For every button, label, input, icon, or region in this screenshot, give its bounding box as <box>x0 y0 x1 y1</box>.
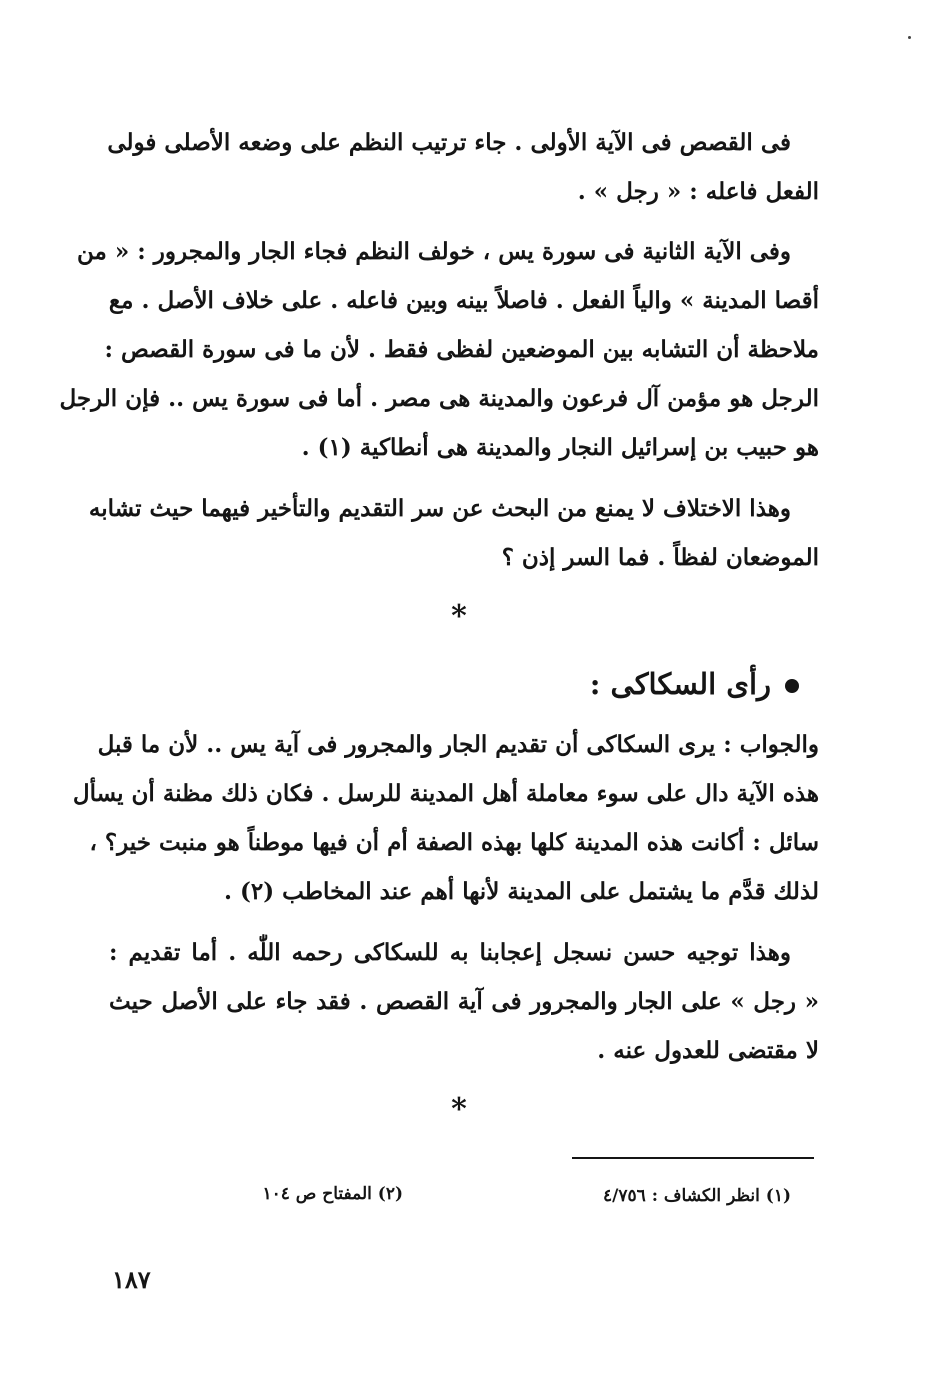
paragraph-4-line-2: هذه الآية دال على سوء معاملة أهل المدينة للرسل . فكان ذلك مظنة أن يسأل <box>72 780 819 807</box>
paragraph-5-line-2: « رجل » على الجار والمجرور فى آية القصص . فقد جاء على الأصل حيث <box>109 988 819 1015</box>
paragraph-5-line-3: لا مقتضى للعدول عنه . <box>597 1037 819 1064</box>
section-separator-asterisk: * <box>451 599 467 634</box>
section-heading <box>590 666 799 702</box>
paragraph-5-line-1: وهذا توجيه حسن نسجل إعجابنا به للسكاكى رحمه اللّٰه . أما تقديم : <box>109 939 791 966</box>
page-number: ١٨٧ <box>112 1265 151 1294</box>
paragraph-3-line-2: الموضعان لفظاً . فما السر إذن ؟ <box>501 544 819 571</box>
paragraph-3-line-1: وهذا الاختلاف لا يمنع من البحث عن سر التقديم والتأخير فيهما حيث تشابه <box>88 495 791 522</box>
paragraph-4-line-3: سائل : أكانت هذه المدينة كلها بهذه الصفة أم أن فيها موطناً هو منبت خير؟ ، <box>89 829 819 856</box>
paragraph-2-line-4: الرجل هو مؤمن آل فرعون والمدينة هى مصر . أما فى سورة يس .. فإن الرجل <box>59 385 819 412</box>
paragraph-1-line-2: الفعل فاعله : « رجل » . <box>577 178 819 205</box>
footnote-divider <box>572 1157 814 1159</box>
paragraph-2-line-2: أقصا المدينة » والياً الفعل . فاصلاً بينه وبين فاعله . على خلاف الأصل . مع <box>108 287 819 314</box>
footnote-1: (١) انظر الكشاف : ٤/٧٥٦ <box>603 1186 791 1206</box>
paragraph-4-line-1: والجواب : يرى السكاكى أن تقديم الجار والمجرور فى آية يس .. لأن ما قبل <box>97 731 819 758</box>
footnote-2: (٢) المفتاح ص ١٠٤ <box>262 1184 403 1204</box>
paragraph-1-line-1: فى القصص فى الآية الأولى . جاء ترتيب النظم على وضعه الأصلى فولى <box>107 129 791 156</box>
scan-speck <box>908 36 911 39</box>
paragraph-2-line-1: وفى الآية الثانية فى سورة يس ، خولف النظم فجاء الجار والمجرور : « من <box>77 238 791 265</box>
paragraph-2-line-5: هو حبيب بن إسرائيل النجار والمدينة هى أنطاكية (١) . <box>301 434 819 461</box>
section-heading-text: رأى السكاكى : <box>589 667 771 701</box>
paragraph-4-line-4: لذلك قدَّم ما يشتمل على المدينة لأنها أهم عند المخاطب (٢) . <box>224 878 819 905</box>
bullet-icon <box>785 679 799 693</box>
section-separator-asterisk: * <box>451 1092 467 1127</box>
paragraph-2-line-3: ملاحظة أن التشابه بين الموضعين لفظى فقط . لأن ما فى سورة القصص : <box>104 336 819 363</box>
